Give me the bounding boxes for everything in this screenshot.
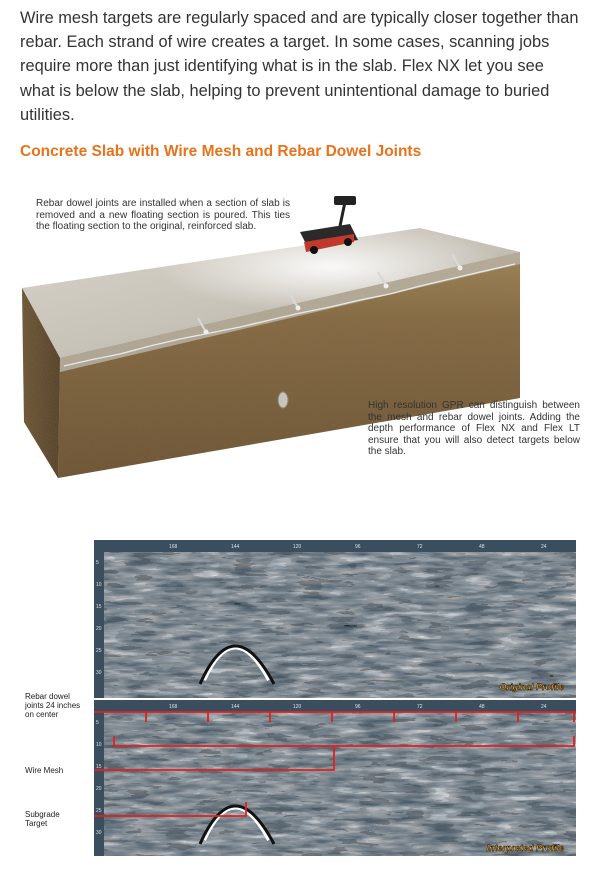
x-tick-label: 144 <box>231 704 240 710</box>
y-tick-label: 15 <box>96 604 102 610</box>
original-profile-label: Original Profile <box>499 682 564 692</box>
y-tick-label: 25 <box>96 648 102 654</box>
gpr-scanner <box>300 196 358 254</box>
x-tick-label: 96 <box>355 544 361 550</box>
x-tick-label: 72 <box>417 544 423 550</box>
x-tick-label: 96 <box>355 704 361 710</box>
y-tick-label: 5 <box>96 720 99 726</box>
x-tick-label: 48 <box>479 704 485 710</box>
x-tick-label: 48 <box>479 544 485 550</box>
y-tick-label: 20 <box>96 786 102 792</box>
legend-rebar: Rebar dowel joints 24 inches on center <box>25 692 81 719</box>
interpreted-profile-label: Interpreted Profile <box>486 843 564 853</box>
section-heading: Concrete Slab with Wire Mesh and Rebar Dowel Joints <box>20 143 422 160</box>
y-tick-label: 15 <box>96 764 102 770</box>
legend-wire-mesh: Wire Mesh <box>25 766 64 775</box>
x-tick-label: 24 <box>541 544 547 550</box>
x-tick-label: 120 <box>293 704 302 710</box>
y-tick-label: 20 <box>96 626 102 632</box>
callout-gpr: High resolution GPR can distinguish between the mesh and rebar dowel joints. Adding the depth performance of Flex NX and Flex LT ensure that you will also detect targets below the slab. <box>368 400 580 458</box>
legend-subgrade: Subgrade Target <box>25 810 60 828</box>
x-tick-label: 168 <box>169 544 178 550</box>
x-tick-label: 120 <box>293 544 302 550</box>
y-tick-label: 30 <box>96 830 102 836</box>
y-tick-label: 5 <box>96 560 99 566</box>
gpr-profiles <box>94 540 576 856</box>
y-tick-label: 25 <box>96 808 102 814</box>
x-tick-label: 168 <box>169 704 178 710</box>
y-tick-label: 10 <box>96 582 102 588</box>
buried-pipe <box>278 392 288 408</box>
x-tick-label: 144 <box>231 544 240 550</box>
y-tick-label: 30 <box>96 670 102 676</box>
callout-dowel-joints: Rebar dowel joints are installed when a section of slab is removed and a new floating section is poured. This ties the floating section to the original, reinforced slab. <box>36 198 290 233</box>
x-tick-label: 24 <box>541 704 547 710</box>
y-tick-label: 10 <box>96 742 102 748</box>
intro-paragraph: Wire mesh targets are regularly spaced and are typically closer together than rebar. Each strand of wire creates a target. In some cases, scanning jobs require more than just identifying what is in the slab. Flex NX let you see what is below the slab, helping to prevent unintentional damage to buried utilities. <box>20 9 579 124</box>
x-tick-label: 72 <box>417 704 423 710</box>
